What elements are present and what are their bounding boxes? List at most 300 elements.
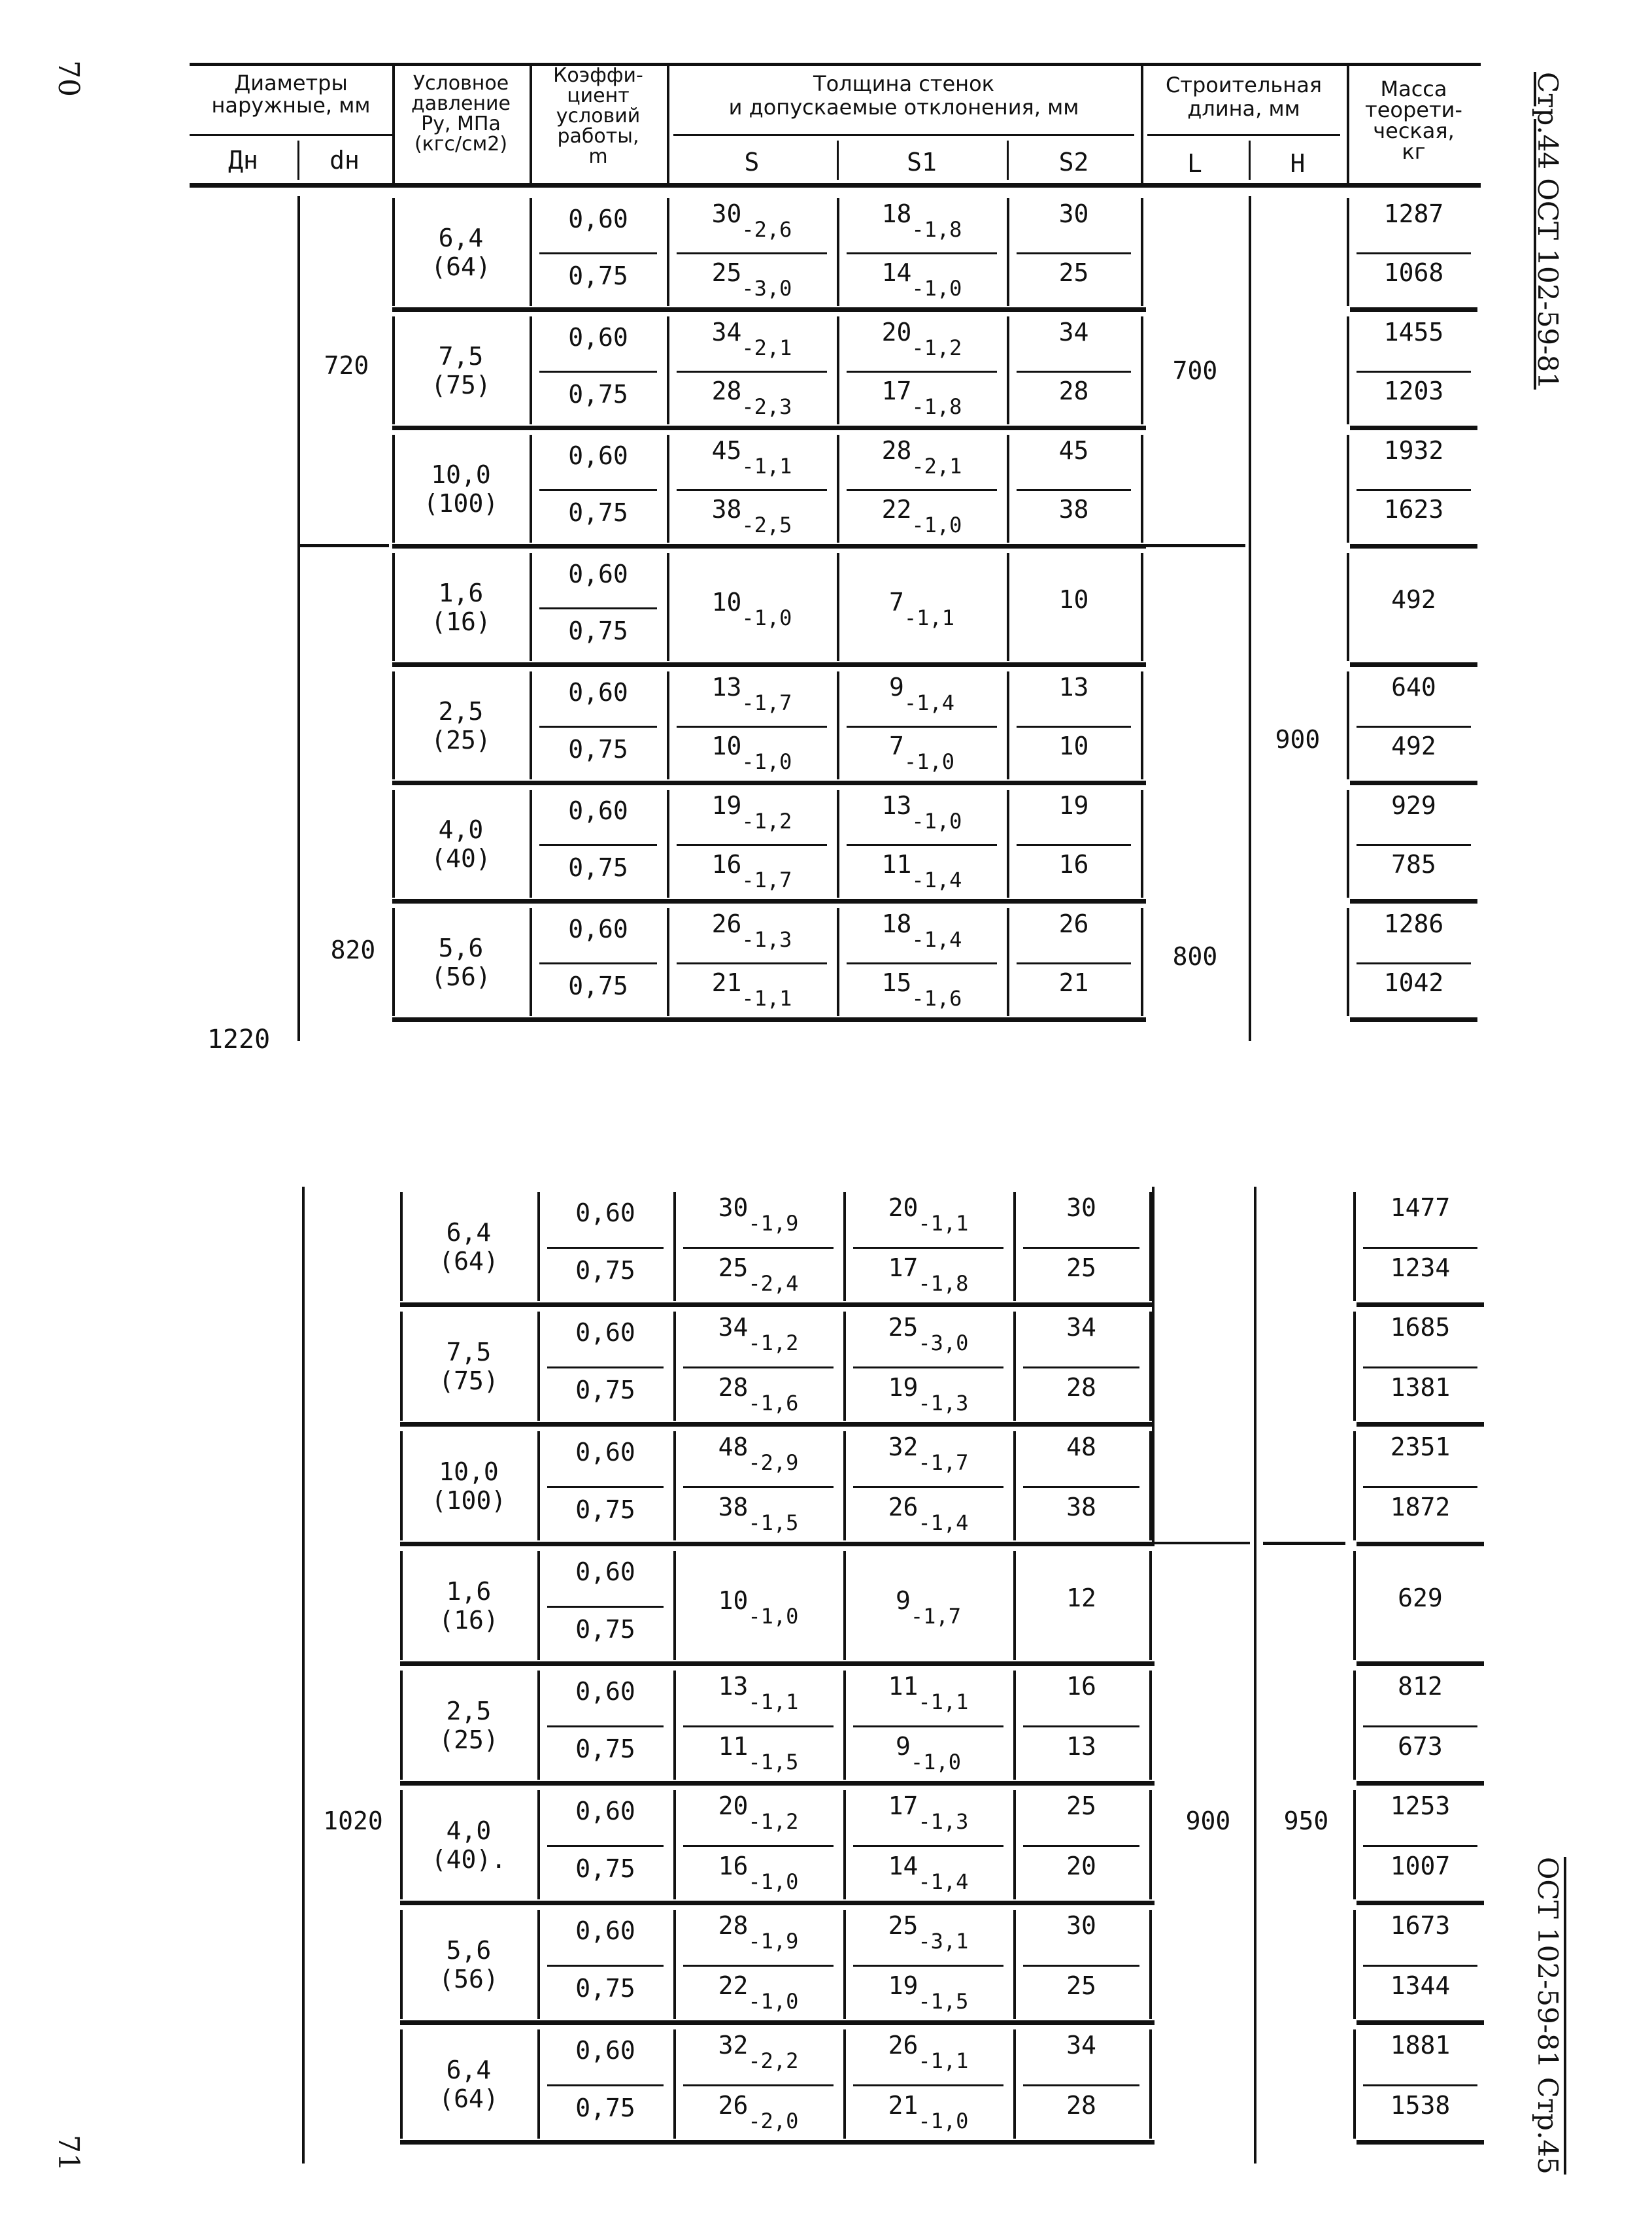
mass-value: 1042	[1383, 968, 1444, 998]
row-divider	[853, 1247, 1003, 1249]
mass-group-rule	[1350, 1017, 1477, 1022]
coef-divider	[547, 1366, 664, 1368]
cell-col-rule	[1007, 671, 1009, 779]
s2-value: 34	[1058, 317, 1089, 347]
Dn-1220-label: 1220	[207, 1025, 271, 1055]
coef-060: 0,60	[575, 1557, 635, 1587]
thickness-tolerance: -2,6	[741, 216, 792, 242]
mass-value: 1068	[1383, 258, 1444, 288]
thickness-tolerance: -1,0	[910, 1749, 961, 1774]
thickness-nominal: 11	[881, 850, 912, 879]
s1-value	[881, 258, 962, 301]
mass-value: 812	[1398, 1672, 1443, 1701]
group-bottom-rule	[400, 1781, 1155, 1786]
thickness-nominal: 34	[711, 317, 742, 347]
thickness-nominal: 48	[718, 1433, 749, 1462]
cell-col-rule	[530, 671, 532, 779]
thickness-nominal: 30	[711, 199, 742, 228]
pressure-value: 1,6	[438, 578, 484, 607]
thickness-nominal: 11	[718, 1731, 749, 1761]
thickness-tolerance: -1,9	[748, 1211, 799, 1236]
thickness-nominal: 17	[881, 377, 912, 406]
pressure-kgf: (40).	[431, 1844, 507, 1874]
s2-value: 38	[1066, 1492, 1096, 1521]
cell-col-rule	[537, 2029, 540, 2139]
mass-value: 629	[1398, 1583, 1443, 1612]
L-split-rule	[1145, 544, 1245, 547]
cell-col-rule	[392, 435, 395, 543]
group-bottom-rule	[392, 426, 1146, 430]
col-s-label: S	[744, 148, 760, 177]
group-bottom-rule	[392, 781, 1146, 785]
thickness-nominal: 32	[718, 2031, 749, 2060]
cell-col-rule	[843, 1192, 846, 1301]
cell-col-rule	[1149, 1790, 1152, 1899]
s-value	[718, 1731, 799, 1774]
s-value	[718, 1433, 799, 1476]
mass-value: 1932	[1383, 435, 1444, 465]
thickness-tolerance: -2,5	[741, 513, 792, 538]
header-subcol-rule	[297, 141, 299, 180]
thickness-tolerance: -2,9	[748, 1450, 799, 1476]
s1-value	[881, 199, 962, 242]
cell-col-rule	[1149, 1551, 1152, 1660]
row-divider	[847, 844, 997, 846]
s2-value: 10	[1058, 732, 1089, 761]
mass-value: 1538	[1390, 2090, 1451, 2120]
s1-value	[888, 2031, 969, 2074]
thickness-tolerance: -1,2	[748, 1331, 799, 1356]
s-value	[711, 199, 792, 242]
cell-col-rule	[1013, 1910, 1016, 2019]
thickness-nominal: 38	[718, 1492, 749, 1521]
mass-value: 2351	[1390, 1433, 1451, 1462]
coef-075: 0,75	[575, 1495, 635, 1525]
cell-col-rule	[392, 316, 395, 424]
thickness-tolerance: -3,1	[918, 1929, 969, 1954]
coef-divider	[547, 1725, 664, 1727]
col-H-label: H	[1290, 149, 1306, 178]
mass-group-rule	[1357, 2020, 1484, 2025]
thickness-nominal: 21	[711, 968, 742, 998]
L-800-label: 800	[1172, 942, 1218, 972]
s2-value: 19	[1058, 790, 1089, 820]
mass-divider	[1363, 1845, 1477, 1847]
thickness-tolerance: -1,8	[911, 216, 962, 242]
cell-col-rule	[530, 198, 532, 306]
cell-col-rule	[1013, 1551, 1016, 1660]
row-divider	[1023, 1247, 1139, 1249]
thickness-nominal: 13	[881, 790, 912, 820]
pressure-value: 5,6	[446, 1935, 492, 1965]
coef-divider	[547, 1845, 664, 1847]
mass-col-rule	[1353, 1790, 1356, 1899]
row-divider	[853, 1366, 1003, 1368]
s2-value: 20	[1066, 1851, 1096, 1880]
s2-value: 28	[1066, 2090, 1096, 2120]
mass-value: 1881	[1390, 2031, 1451, 2060]
mass-col-rule	[1353, 1671, 1356, 1780]
mass-col-rule	[1347, 198, 1349, 306]
mass-divider	[1357, 726, 1471, 728]
H-950-label: 950	[1283, 1806, 1329, 1835]
pressure-kgf: (25)	[439, 1725, 499, 1754]
thickness-tolerance: -1,1	[741, 986, 792, 1011]
coef-075: 0,75	[575, 1854, 635, 1884]
coef-075: 0,75	[575, 1376, 635, 1405]
diam-title-cell: Диаметры наружные, мм	[211, 71, 371, 118]
pressure-kgf: (16)	[439, 1605, 499, 1635]
thickness-nominal: 25	[711, 258, 742, 288]
header-subcol-rule	[837, 141, 839, 180]
cell-col-rule	[1149, 2029, 1152, 2139]
thickness-tolerance: -1,3	[918, 1390, 969, 1416]
coef-075: 0,75	[575, 1974, 635, 2003]
pressure-value: 6,4	[446, 2055, 492, 2084]
thickness-nominal: 26	[888, 2031, 919, 2060]
row-divider	[1017, 962, 1131, 964]
thickness-tolerance: -1,5	[918, 1988, 969, 2014]
thickness-nominal: 16	[718, 1851, 749, 1880]
s2-value: 34	[1066, 2031, 1096, 2060]
thickness-tolerance: -1,4	[911, 868, 962, 893]
coef-060: 0,60	[568, 796, 628, 825]
cell-col-rule	[530, 553, 532, 661]
cell-col-rule	[1141, 435, 1143, 543]
group-bottom-rule	[400, 1661, 1155, 1666]
cell-col-rule	[837, 908, 839, 1016]
mass-value: 1253	[1390, 1791, 1451, 1821]
pressure-value: 2,5	[438, 696, 484, 726]
cell-col-rule	[1013, 1671, 1016, 1780]
coef-060: 0,60	[568, 914, 628, 943]
cell-col-rule	[837, 198, 839, 306]
thickness-tolerance: -3,0	[918, 1331, 969, 1356]
row-divider	[853, 1486, 1003, 1488]
cell-col-rule	[837, 790, 839, 898]
mass-col-rule	[1353, 1192, 1356, 1301]
cell-col-rule	[392, 553, 395, 661]
s1-value	[881, 317, 962, 360]
coef-075: 0,75	[568, 616, 628, 645]
s-value	[718, 1911, 799, 1954]
cell-col-rule	[1141, 908, 1143, 1016]
cell-col-rule	[673, 1551, 676, 1660]
coef-060: 0,60	[575, 2036, 635, 2065]
thickness-nominal: 28	[711, 377, 742, 406]
s-value	[711, 258, 792, 301]
cell-col-rule	[1141, 553, 1143, 661]
mass-col-rule	[1347, 671, 1349, 779]
cell-col-rule	[673, 1910, 676, 2019]
thickness-tolerance: -1,2	[748, 1809, 799, 1835]
row-divider	[683, 1965, 834, 1967]
thickness-nominal: 17	[888, 1253, 919, 1282]
group-bottom-rule	[400, 1901, 1155, 1905]
thickness-tolerance: -1,0	[748, 1988, 799, 2014]
row-divider	[847, 489, 997, 491]
pressure-value: 10,0	[431, 460, 491, 489]
thickness-tolerance: -1,3	[741, 926, 792, 952]
mass-group-rule	[1357, 1901, 1484, 1905]
mass-value: 1203	[1383, 377, 1444, 406]
mass-divider	[1363, 1366, 1477, 1368]
mass-group-rule	[1350, 426, 1477, 430]
row-divider	[677, 489, 827, 491]
s1-value	[889, 587, 954, 630]
s-value	[711, 909, 792, 952]
thickness-tolerance: -1,1	[748, 1689, 799, 1715]
thickness-tolerance: -1,6	[748, 1390, 799, 1416]
s2-value: 16	[1058, 850, 1089, 879]
coef-divider	[539, 607, 657, 609]
s-value	[718, 1492, 799, 1535]
cell-col-rule	[400, 1192, 403, 1301]
cell-col-rule	[392, 198, 395, 306]
thickness-tolerance: -1,5	[748, 1749, 799, 1774]
coef-divider	[547, 1606, 664, 1608]
coef-060: 0,60	[568, 559, 628, 588]
coef-060: 0,60	[568, 441, 628, 470]
cell-col-rule	[843, 2029, 846, 2139]
coef-divider	[539, 726, 657, 728]
cell-col-rule	[392, 790, 395, 898]
thickness-nominal: 32	[888, 1433, 919, 1462]
row-divider	[677, 726, 827, 728]
group-bottom-rule	[400, 1302, 1155, 1307]
mass-col-rule	[1353, 1431, 1356, 1540]
cell-col-rule	[392, 908, 395, 1016]
cell-col-rule	[1007, 198, 1009, 306]
s2-value: 45	[1058, 435, 1089, 465]
pressure-kgf: (25)	[431, 725, 491, 755]
mass-value: 492	[1391, 732, 1436, 761]
s-value	[711, 968, 792, 1011]
thickness-nominal: 20	[888, 1193, 919, 1223]
pressure-kgf: (75)	[431, 370, 491, 399]
row-divider	[1017, 252, 1131, 254]
pressure-value: 6,4	[438, 223, 484, 252]
s2-value: 48	[1066, 1433, 1096, 1462]
s1-value	[881, 968, 962, 1011]
pressure-kgf: (64)	[431, 252, 491, 281]
mass-divider	[1357, 844, 1471, 846]
cell-col-rule	[530, 908, 532, 1016]
thickness-tolerance: -1,9	[748, 1929, 799, 1954]
row-divider	[847, 252, 997, 254]
group-bottom-rule	[392, 307, 1146, 312]
thickness-nominal: 26	[718, 2090, 749, 2120]
s-value	[711, 435, 792, 479]
cell-col-rule	[667, 671, 669, 779]
row-divider	[683, 1845, 834, 1847]
s1-value	[888, 1372, 969, 1416]
mass-value: 1007	[1390, 1851, 1451, 1880]
thickness-tolerance: -1,0	[911, 808, 962, 834]
cell-col-rule	[843, 1431, 846, 1540]
thickness-nominal: 28	[718, 1911, 749, 1941]
thickness-tolerance: -1,8	[911, 394, 962, 420]
cell-col-rule	[667, 553, 669, 661]
s-value	[718, 1313, 799, 1356]
s2-value: 12	[1066, 1583, 1096, 1612]
pressure-value: 2,5	[446, 1696, 492, 1725]
cell-col-rule	[843, 1671, 846, 1780]
s1-value	[881, 435, 962, 479]
s2-value: 25	[1066, 1971, 1096, 2000]
cell-col-rule	[1149, 1910, 1152, 2019]
thickness-nominal: 38	[711, 495, 742, 524]
H-split-rule	[1263, 1542, 1345, 1545]
cell-col-rule	[1141, 198, 1143, 306]
thickness-nominal: 10	[718, 1586, 749, 1615]
s1-value	[888, 1672, 969, 1715]
pressure-value: 10,0	[439, 1457, 499, 1486]
mass-value: 1381	[1390, 1372, 1451, 1402]
coef-divider	[547, 1486, 664, 1488]
coef-075: 0,75	[568, 498, 628, 527]
coef-060: 0,60	[575, 1438, 635, 1467]
thickness-tolerance: -2,2	[748, 2048, 799, 2074]
pressure-value: 7,5	[446, 1337, 492, 1366]
s1-value	[888, 1851, 969, 1894]
pressure-value: 1,6	[446, 1576, 492, 1606]
thickness-nominal: 25	[718, 1253, 749, 1282]
thickness-tolerance: -1,0	[918, 2108, 969, 2133]
pressure-value: 6,4	[446, 1217, 492, 1247]
row-divider	[1017, 371, 1131, 373]
s-value	[711, 732, 792, 775]
s2-value: 13	[1058, 672, 1089, 702]
thickness-nominal: 19	[888, 1372, 919, 1402]
thickness-tolerance: -1,1	[741, 453, 792, 479]
thickness-nominal: 22	[718, 1971, 749, 2000]
row-divider	[1023, 1486, 1139, 1488]
cell-col-rule	[400, 1312, 403, 1421]
coef-060: 0,60	[575, 1916, 635, 1946]
dn-split-rule	[297, 544, 389, 547]
cell-col-rule	[667, 316, 669, 424]
s1-value	[888, 1313, 969, 1356]
pressure-kgf: (100)	[431, 1485, 507, 1515]
mass-col-rule	[1347, 790, 1349, 898]
diam-sub-rule	[190, 134, 392, 136]
H-900-label: 900	[1275, 725, 1321, 755]
thickness-nominal: 26	[888, 1492, 919, 1521]
thickness-tolerance: -1,0	[741, 605, 792, 630]
thickness-tolerance: -1,0	[741, 749, 792, 775]
mass-value: 1673	[1390, 1911, 1451, 1941]
group-bottom-rule	[392, 1017, 1146, 1022]
thickness-tolerance: -1,7	[741, 868, 792, 893]
thickness-nominal: 10	[711, 587, 742, 617]
thickness-nominal: 21	[888, 2090, 919, 2120]
dn-1020-label: 1020	[323, 1806, 383, 1835]
row-divider	[1017, 844, 1131, 846]
s1-value	[881, 495, 962, 538]
coef-divider	[539, 489, 657, 491]
s2-value: 25	[1066, 1791, 1096, 1821]
L-700-label: 700	[1172, 356, 1218, 385]
s2-value: 26	[1058, 909, 1089, 938]
page-number-top: 70	[52, 60, 85, 97]
cell-col-rule	[537, 1312, 540, 1421]
s1-value	[888, 1492, 969, 1535]
mass-col-rule	[1353, 2029, 1356, 2139]
s1-value	[888, 1911, 969, 1954]
pressure-kgf: (40)	[431, 843, 491, 873]
thickness-tolerance: -2,0	[748, 2108, 799, 2133]
pressure-kgf: (64)	[439, 1246, 499, 1276]
header-subcol-rule	[1249, 141, 1251, 180]
s2-value: 25	[1058, 258, 1089, 288]
s2-value: 30	[1066, 1911, 1096, 1941]
thickness-tolerance: -1,2	[911, 335, 962, 360]
cell-col-rule	[837, 553, 839, 661]
build-length-header: Строительная длина, мм	[1165, 73, 1323, 121]
build-sub-rule	[1147, 134, 1340, 136]
s1-value	[888, 1193, 969, 1236]
thickness-nominal: 16	[711, 850, 742, 879]
thickness-tolerance: -1,4	[903, 690, 954, 715]
group-bottom-rule	[392, 662, 1146, 667]
mass-col-rule	[1353, 1312, 1356, 1421]
col-L-label: L	[1187, 149, 1202, 178]
row-divider	[677, 252, 827, 254]
s2-value: 30	[1058, 199, 1089, 228]
mass-group-rule	[1357, 1781, 1484, 1786]
thickness-tolerance: -1,4	[918, 1869, 969, 1894]
cell-col-rule	[1141, 790, 1143, 898]
group-bottom-rule	[400, 1422, 1155, 1427]
cell-col-rule	[667, 435, 669, 543]
s2-value: 30	[1066, 1193, 1096, 1223]
s-value	[711, 377, 792, 420]
mass-value: 929	[1391, 790, 1436, 820]
mass-divider	[1357, 371, 1471, 373]
cell-col-rule	[1007, 316, 1009, 424]
thickness-tolerance: -1,1	[918, 1689, 969, 1715]
row-divider	[1023, 1845, 1139, 1847]
L-col-rule-top	[1152, 1187, 1155, 1542]
side-label-top: Стр.44 ОСТ 102-59-81	[1532, 72, 1564, 390]
s1-value	[896, 1586, 961, 1629]
row-divider	[847, 371, 997, 373]
coef-075: 0,75	[568, 853, 628, 882]
thickness-nominal: 19	[711, 790, 742, 820]
dn-col-rule	[302, 1187, 305, 2164]
coef-060: 0,60	[568, 677, 628, 707]
row-divider	[683, 2084, 834, 2086]
coef-060: 0,60	[575, 1318, 635, 1348]
pressure-kgf: (75)	[439, 1366, 499, 1395]
cell-col-rule	[667, 198, 669, 306]
thickness-tolerance: -2,1	[741, 335, 792, 360]
s2-value: 28	[1066, 1372, 1096, 1402]
dn-big-label: Дн	[228, 146, 258, 175]
coef-060: 0,60	[575, 1198, 635, 1228]
mass-divider	[1363, 1486, 1477, 1488]
s-value	[711, 790, 792, 834]
mass-group-rule	[1357, 1302, 1484, 1307]
coef-075: 0,75	[575, 2094, 635, 2123]
mass-divider	[1363, 1725, 1477, 1727]
s1-value	[888, 2090, 969, 2133]
mass-value: 785	[1391, 850, 1436, 879]
s1-value	[888, 1791, 969, 1835]
thickness-nominal: 28	[718, 1372, 749, 1402]
row-divider	[677, 844, 827, 846]
